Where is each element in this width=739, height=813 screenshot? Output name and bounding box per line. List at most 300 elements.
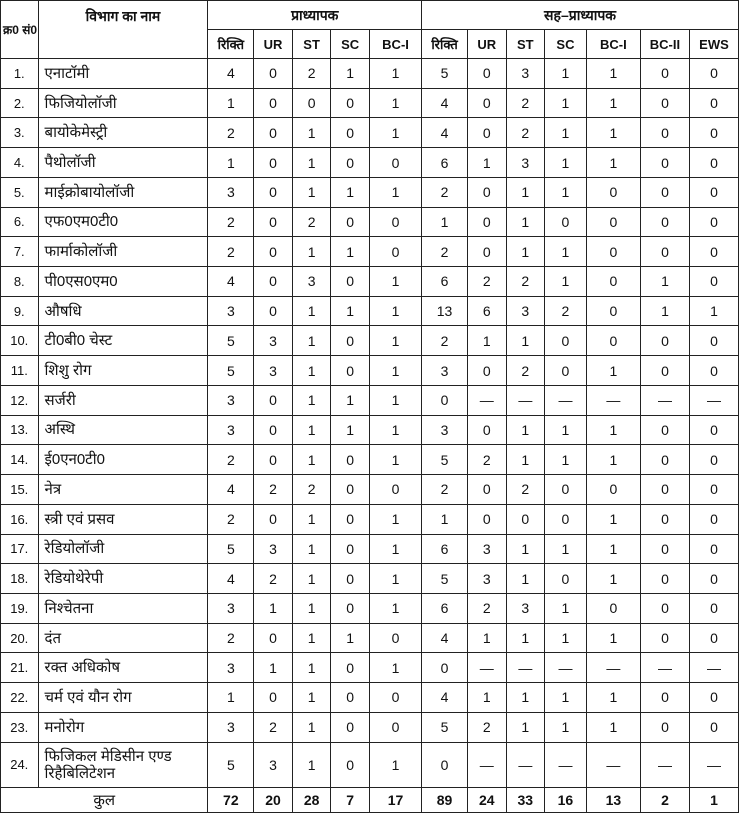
row-prof-vacancy: 1 xyxy=(208,88,254,118)
row-prof-vacancy: 3 xyxy=(208,712,254,742)
row-serial: 13. xyxy=(1,415,39,445)
row-assoc-sc: 0 xyxy=(545,475,587,505)
row-assoc-sc: 0 xyxy=(545,564,587,594)
table-row xyxy=(1,445,739,475)
row-assoc-sc: 0 xyxy=(545,326,587,356)
header-row-main xyxy=(1,1,739,30)
row-serial: 11. xyxy=(1,356,39,386)
table-row xyxy=(1,623,739,653)
row-prof-sc: 0 xyxy=(331,564,370,594)
row-serial: 20. xyxy=(1,623,39,653)
total-assoc-ews: 1 xyxy=(689,788,738,813)
row-prof-bc1: 1 xyxy=(369,177,421,207)
row-assoc-vacancy: 4 xyxy=(422,623,468,653)
row-assoc-sc: 0 xyxy=(545,504,587,534)
row-prof-bc1: 1 xyxy=(369,504,421,534)
header-prof-sc: SC xyxy=(331,30,370,59)
row-assoc-bc2: — xyxy=(640,653,689,683)
row-assoc-ur: 2 xyxy=(467,267,506,297)
row-prof-ur: 0 xyxy=(254,267,293,297)
header-dept: विभाग का नाम xyxy=(38,1,208,59)
row-prof-st: 1 xyxy=(292,118,331,148)
row-prof-st: 1 xyxy=(292,148,331,178)
total-assoc-ur: 24 xyxy=(467,788,506,813)
row-serial: 16. xyxy=(1,504,39,534)
row-assoc-vacancy: 5 xyxy=(422,564,468,594)
row-prof-sc: 0 xyxy=(331,653,370,683)
row-assoc-bc2: 0 xyxy=(640,118,689,148)
row-prof-vacancy: 3 xyxy=(208,653,254,683)
row-prof-st: 1 xyxy=(292,356,331,386)
row-assoc-ur: 1 xyxy=(467,623,506,653)
row-assoc-ur: 0 xyxy=(467,118,506,148)
row-prof-vacancy: 1 xyxy=(208,683,254,713)
row-assoc-vacancy: 4 xyxy=(422,88,468,118)
row-assoc-ur: — xyxy=(467,385,506,415)
total-prof-vacancy: 72 xyxy=(208,788,254,813)
row-prof-sc: 0 xyxy=(331,148,370,178)
row-assoc-ews: 0 xyxy=(689,504,738,534)
row-serial: 14. xyxy=(1,445,39,475)
table-body xyxy=(1,59,739,788)
row-assoc-ur: 0 xyxy=(467,207,506,237)
row-prof-ur: 1 xyxy=(254,653,293,683)
row-serial: 22. xyxy=(1,683,39,713)
row-assoc-ews: 0 xyxy=(689,445,738,475)
row-assoc-ews: 0 xyxy=(689,475,738,505)
row-assoc-vacancy: 2 xyxy=(422,237,468,267)
row-prof-vacancy: 3 xyxy=(208,415,254,445)
row-prof-sc: 1 xyxy=(331,623,370,653)
row-serial: 1. xyxy=(1,59,39,89)
row-prof-vacancy: 5 xyxy=(208,356,254,386)
row-assoc-bc1: 0 xyxy=(586,177,640,207)
row-assoc-bc2: 0 xyxy=(640,623,689,653)
row-assoc-bc2: 0 xyxy=(640,356,689,386)
row-assoc-ews: — xyxy=(689,742,738,787)
row-assoc-st: 1 xyxy=(506,445,545,475)
row-assoc-bc1: 1 xyxy=(586,415,640,445)
row-dept-name: नेत्र xyxy=(38,475,208,505)
row-dept-name: पी0एस0एम0 xyxy=(38,267,208,297)
header-assoc-sc: SC xyxy=(545,30,587,59)
row-prof-st: 1 xyxy=(292,177,331,207)
row-assoc-bc2: 0 xyxy=(640,415,689,445)
row-prof-st: 1 xyxy=(292,385,331,415)
row-assoc-bc2: 0 xyxy=(640,445,689,475)
row-assoc-vacancy: 5 xyxy=(422,445,468,475)
table-row xyxy=(1,653,739,683)
row-assoc-st: 2 xyxy=(506,356,545,386)
row-assoc-st: 1 xyxy=(506,564,545,594)
row-assoc-bc2: 0 xyxy=(640,504,689,534)
row-prof-ur: 0 xyxy=(254,207,293,237)
row-assoc-ur: 2 xyxy=(467,593,506,623)
row-prof-vacancy: 2 xyxy=(208,445,254,475)
row-assoc-vacancy: 0 xyxy=(422,742,468,787)
row-assoc-bc2: 0 xyxy=(640,59,689,89)
table-row xyxy=(1,118,739,148)
row-prof-vacancy: 2 xyxy=(208,504,254,534)
row-prof-st: 2 xyxy=(292,207,331,237)
header-prof-bc1: BC-I xyxy=(369,30,421,59)
row-prof-bc1: 1 xyxy=(369,593,421,623)
row-prof-sc: 0 xyxy=(331,445,370,475)
row-prof-vacancy: 2 xyxy=(208,237,254,267)
row-prof-bc1: 1 xyxy=(369,564,421,594)
row-serial: 7. xyxy=(1,237,39,267)
row-assoc-bc1: 0 xyxy=(586,475,640,505)
row-prof-st: 1 xyxy=(292,564,331,594)
row-prof-ur: 0 xyxy=(254,59,293,89)
row-prof-st: 1 xyxy=(292,534,331,564)
row-prof-st: 1 xyxy=(292,623,331,653)
row-dept-name: पैथोलॉजी xyxy=(38,148,208,178)
total-prof-bc1: 17 xyxy=(369,788,421,813)
table-row xyxy=(1,415,739,445)
row-assoc-sc: 1 xyxy=(545,237,587,267)
row-dept-name: एनाटॉमी xyxy=(38,59,208,89)
row-prof-st: 0 xyxy=(292,88,331,118)
row-assoc-bc2: 0 xyxy=(640,326,689,356)
row-assoc-ur: 0 xyxy=(467,415,506,445)
table-row xyxy=(1,504,739,534)
row-assoc-sc: 0 xyxy=(545,356,587,386)
row-prof-st: 1 xyxy=(292,683,331,713)
row-dept-name: दंत xyxy=(38,623,208,653)
row-assoc-sc: — xyxy=(545,653,587,683)
row-assoc-st: 3 xyxy=(506,296,545,326)
total-assoc-sc: 16 xyxy=(545,788,587,813)
row-assoc-bc1: 1 xyxy=(586,712,640,742)
total-assoc-bc2: 2 xyxy=(640,788,689,813)
row-serial: 9. xyxy=(1,296,39,326)
row-dept-name: माईक्रोबायोलॉजी xyxy=(38,177,208,207)
row-assoc-ur: 2 xyxy=(467,445,506,475)
row-assoc-ews: 0 xyxy=(689,237,738,267)
row-assoc-ur: 0 xyxy=(467,177,506,207)
row-assoc-ur: 3 xyxy=(467,564,506,594)
row-prof-ur: 0 xyxy=(254,118,293,148)
row-serial: 12. xyxy=(1,385,39,415)
row-assoc-vacancy: 2 xyxy=(422,177,468,207)
row-assoc-bc1: 0 xyxy=(586,326,640,356)
row-prof-sc: 0 xyxy=(331,475,370,505)
header-assoc-ur: UR xyxy=(467,30,506,59)
row-dept-name: रेडियोथेरेपी xyxy=(38,564,208,594)
total-prof-ur: 20 xyxy=(254,788,293,813)
row-assoc-ews: 0 xyxy=(689,118,738,148)
row-prof-ur: 3 xyxy=(254,326,293,356)
row-serial: 19. xyxy=(1,593,39,623)
row-dept-name: रक्त अधिकोष xyxy=(38,653,208,683)
row-prof-bc1: 1 xyxy=(369,534,421,564)
row-prof-bc1: 1 xyxy=(369,296,421,326)
row-assoc-sc: 1 xyxy=(545,712,587,742)
header-prof-vacancy: रिक्ति xyxy=(208,30,254,59)
row-serial: 18. xyxy=(1,564,39,594)
header-serial: क्र0 सं0 xyxy=(1,1,39,59)
total-assoc-bc1: 13 xyxy=(586,788,640,813)
row-assoc-ur: 0 xyxy=(467,237,506,267)
row-prof-bc1: 1 xyxy=(369,88,421,118)
row-assoc-vacancy: 4 xyxy=(422,118,468,148)
table-row xyxy=(1,593,739,623)
row-assoc-ur: 2 xyxy=(467,712,506,742)
row-assoc-bc2: 0 xyxy=(640,712,689,742)
row-assoc-bc2: 0 xyxy=(640,564,689,594)
row-assoc-ews: 0 xyxy=(689,148,738,178)
row-assoc-bc2: 0 xyxy=(640,475,689,505)
row-assoc-st: 3 xyxy=(506,148,545,178)
row-dept-name: निश्चेतना xyxy=(38,593,208,623)
row-assoc-ur: 0 xyxy=(467,356,506,386)
table-row xyxy=(1,88,739,118)
row-prof-sc: 0 xyxy=(331,504,370,534)
row-assoc-bc1: 0 xyxy=(586,207,640,237)
row-assoc-bc2: 0 xyxy=(640,534,689,564)
row-assoc-ur: 0 xyxy=(467,88,506,118)
row-prof-ur: 2 xyxy=(254,475,293,505)
row-serial: 3. xyxy=(1,118,39,148)
row-assoc-bc1: 0 xyxy=(586,267,640,297)
row-prof-bc1: 1 xyxy=(369,356,421,386)
row-assoc-st: 2 xyxy=(506,475,545,505)
row-dept-name: फिजियोलॉजी xyxy=(38,88,208,118)
row-dept-name: औषधि xyxy=(38,296,208,326)
row-assoc-bc1: 1 xyxy=(586,445,640,475)
table-row xyxy=(1,59,739,89)
row-assoc-sc: 1 xyxy=(545,593,587,623)
row-prof-vacancy: 3 xyxy=(208,385,254,415)
row-assoc-bc2: 0 xyxy=(640,88,689,118)
row-assoc-sc: — xyxy=(545,742,587,787)
row-assoc-bc1: 0 xyxy=(586,593,640,623)
row-serial: 15. xyxy=(1,475,39,505)
row-prof-bc1: 1 xyxy=(369,326,421,356)
row-prof-bc1: 0 xyxy=(369,623,421,653)
row-dept-name: ई0एन0टी0 xyxy=(38,445,208,475)
row-prof-st: 3 xyxy=(292,267,331,297)
row-serial: 24. xyxy=(1,742,39,787)
row-assoc-bc1: 1 xyxy=(586,148,640,178)
header-assoc-professor: सह–प्राध्यापक xyxy=(422,1,739,30)
row-assoc-ews: 0 xyxy=(689,593,738,623)
row-prof-sc: 1 xyxy=(331,237,370,267)
row-assoc-st: 1 xyxy=(506,415,545,445)
row-assoc-ews: 0 xyxy=(689,564,738,594)
row-dept-name: शिशु रोग xyxy=(38,356,208,386)
row-assoc-ews: 0 xyxy=(689,683,738,713)
row-prof-vacancy: 5 xyxy=(208,742,254,787)
row-assoc-ur: 6 xyxy=(467,296,506,326)
row-prof-vacancy: 4 xyxy=(208,59,254,89)
row-assoc-sc: — xyxy=(545,385,587,415)
row-prof-sc: 0 xyxy=(331,207,370,237)
row-assoc-ews: 0 xyxy=(689,88,738,118)
row-prof-vacancy: 4 xyxy=(208,267,254,297)
row-assoc-bc2: 1 xyxy=(640,267,689,297)
row-assoc-bc1: — xyxy=(586,742,640,787)
row-assoc-bc2: — xyxy=(640,742,689,787)
row-prof-ur: 0 xyxy=(254,623,293,653)
row-assoc-ur: — xyxy=(467,742,506,787)
row-prof-bc1: 1 xyxy=(369,653,421,683)
row-assoc-bc1: 1 xyxy=(586,118,640,148)
row-assoc-sc: 1 xyxy=(545,88,587,118)
row-prof-ur: 3 xyxy=(254,356,293,386)
row-assoc-vacancy: 13 xyxy=(422,296,468,326)
row-assoc-bc2: 0 xyxy=(640,593,689,623)
row-prof-st: 1 xyxy=(292,653,331,683)
table-row xyxy=(1,475,739,505)
row-prof-ur: 2 xyxy=(254,712,293,742)
row-assoc-bc1: 1 xyxy=(586,504,640,534)
row-assoc-ews: 1 xyxy=(689,296,738,326)
table-row xyxy=(1,742,739,787)
row-prof-sc: 0 xyxy=(331,593,370,623)
row-serial: 21. xyxy=(1,653,39,683)
row-prof-st: 1 xyxy=(292,326,331,356)
row-assoc-st: 2 xyxy=(506,267,545,297)
row-prof-sc: 1 xyxy=(331,296,370,326)
row-assoc-vacancy: 4 xyxy=(422,683,468,713)
row-assoc-ews: — xyxy=(689,653,738,683)
row-assoc-ews: 0 xyxy=(689,356,738,386)
row-prof-vacancy: 1 xyxy=(208,148,254,178)
table-row xyxy=(1,326,739,356)
row-prof-vacancy: 2 xyxy=(208,118,254,148)
row-assoc-st: 0 xyxy=(506,504,545,534)
row-prof-st: 1 xyxy=(292,237,331,267)
row-assoc-bc1: 0 xyxy=(586,237,640,267)
row-prof-sc: 1 xyxy=(331,385,370,415)
row-serial: 23. xyxy=(1,712,39,742)
row-prof-vacancy: 2 xyxy=(208,207,254,237)
row-assoc-ews: 0 xyxy=(689,326,738,356)
row-assoc-bc1: — xyxy=(586,653,640,683)
row-prof-bc1: 1 xyxy=(369,415,421,445)
table-row xyxy=(1,207,739,237)
row-assoc-ews: 0 xyxy=(689,415,738,445)
row-dept-name: अस्थि xyxy=(38,415,208,445)
row-assoc-ews: 0 xyxy=(689,534,738,564)
row-prof-sc: 0 xyxy=(331,742,370,787)
row-prof-sc: 0 xyxy=(331,267,370,297)
row-assoc-st: 2 xyxy=(506,88,545,118)
row-assoc-bc1: 1 xyxy=(586,683,640,713)
row-assoc-sc: 2 xyxy=(545,296,587,326)
row-prof-bc1: 0 xyxy=(369,237,421,267)
row-assoc-vacancy: 6 xyxy=(422,148,468,178)
header-prof-ur: UR xyxy=(254,30,293,59)
row-assoc-ur: 1 xyxy=(467,683,506,713)
row-assoc-st: 1 xyxy=(506,623,545,653)
row-assoc-sc: 1 xyxy=(545,623,587,653)
row-assoc-ur: 0 xyxy=(467,475,506,505)
row-prof-ur: 0 xyxy=(254,237,293,267)
row-assoc-bc2: 1 xyxy=(640,296,689,326)
row-assoc-ews: 0 xyxy=(689,59,738,89)
row-prof-st: 1 xyxy=(292,445,331,475)
table-row xyxy=(1,237,739,267)
total-assoc-vacancy: 89 xyxy=(422,788,468,813)
header-assoc-ews: EWS xyxy=(689,30,738,59)
row-assoc-sc: 0 xyxy=(545,207,587,237)
row-prof-vacancy: 3 xyxy=(208,177,254,207)
row-prof-bc1: 1 xyxy=(369,267,421,297)
row-assoc-vacancy: 2 xyxy=(422,326,468,356)
row-assoc-bc1: 1 xyxy=(586,564,640,594)
row-prof-sc: 0 xyxy=(331,326,370,356)
row-prof-bc1: 1 xyxy=(369,385,421,415)
table-row xyxy=(1,385,739,415)
row-prof-ur: 0 xyxy=(254,683,293,713)
table-row xyxy=(1,148,739,178)
row-assoc-vacancy: 0 xyxy=(422,385,468,415)
row-assoc-vacancy: 2 xyxy=(422,475,468,505)
row-serial: 2. xyxy=(1,88,39,118)
row-assoc-vacancy: 1 xyxy=(422,504,468,534)
row-prof-st: 1 xyxy=(292,593,331,623)
row-prof-sc: 0 xyxy=(331,534,370,564)
row-serial: 17. xyxy=(1,534,39,564)
row-assoc-ews: 0 xyxy=(689,177,738,207)
row-assoc-ur: — xyxy=(467,653,506,683)
row-assoc-bc1: 1 xyxy=(586,59,640,89)
row-assoc-ur: 1 xyxy=(467,148,506,178)
row-assoc-ews: 0 xyxy=(689,207,738,237)
row-dept-name: स्त्री एवं प्रसव xyxy=(38,504,208,534)
row-dept-name: फार्माकोलॉजी xyxy=(38,237,208,267)
row-assoc-st: 1 xyxy=(506,683,545,713)
table-row xyxy=(1,564,739,594)
row-assoc-st: — xyxy=(506,385,545,415)
total-label: कुल xyxy=(1,788,208,813)
row-serial: 4. xyxy=(1,148,39,178)
row-prof-vacancy: 5 xyxy=(208,326,254,356)
table-row xyxy=(1,534,739,564)
row-assoc-sc: 1 xyxy=(545,445,587,475)
row-prof-sc: 0 xyxy=(331,683,370,713)
table-row xyxy=(1,177,739,207)
row-assoc-bc2: — xyxy=(640,385,689,415)
row-dept-name: मनोरोग xyxy=(38,712,208,742)
row-prof-ur: 0 xyxy=(254,385,293,415)
row-prof-ur: 0 xyxy=(254,296,293,326)
row-assoc-sc: 1 xyxy=(545,59,587,89)
row-prof-ur: 0 xyxy=(254,445,293,475)
row-prof-vacancy: 4 xyxy=(208,564,254,594)
row-prof-st: 1 xyxy=(292,742,331,787)
row-assoc-bc1: 1 xyxy=(586,534,640,564)
header-professor: प्राध्यापक xyxy=(208,1,422,30)
row-prof-vacancy: 2 xyxy=(208,623,254,653)
row-prof-sc: 1 xyxy=(331,415,370,445)
total-assoc-st: 33 xyxy=(506,788,545,813)
row-prof-sc: 0 xyxy=(331,356,370,386)
row-assoc-vacancy: 3 xyxy=(422,356,468,386)
row-prof-ur: 2 xyxy=(254,564,293,594)
row-assoc-vacancy: 6 xyxy=(422,534,468,564)
row-assoc-sc: 1 xyxy=(545,177,587,207)
row-assoc-bc2: 0 xyxy=(640,237,689,267)
row-prof-ur: 0 xyxy=(254,504,293,534)
row-assoc-ews: 0 xyxy=(689,623,738,653)
row-assoc-sc: 1 xyxy=(545,415,587,445)
row-assoc-vacancy: 5 xyxy=(422,712,468,742)
row-assoc-st: 2 xyxy=(506,118,545,148)
